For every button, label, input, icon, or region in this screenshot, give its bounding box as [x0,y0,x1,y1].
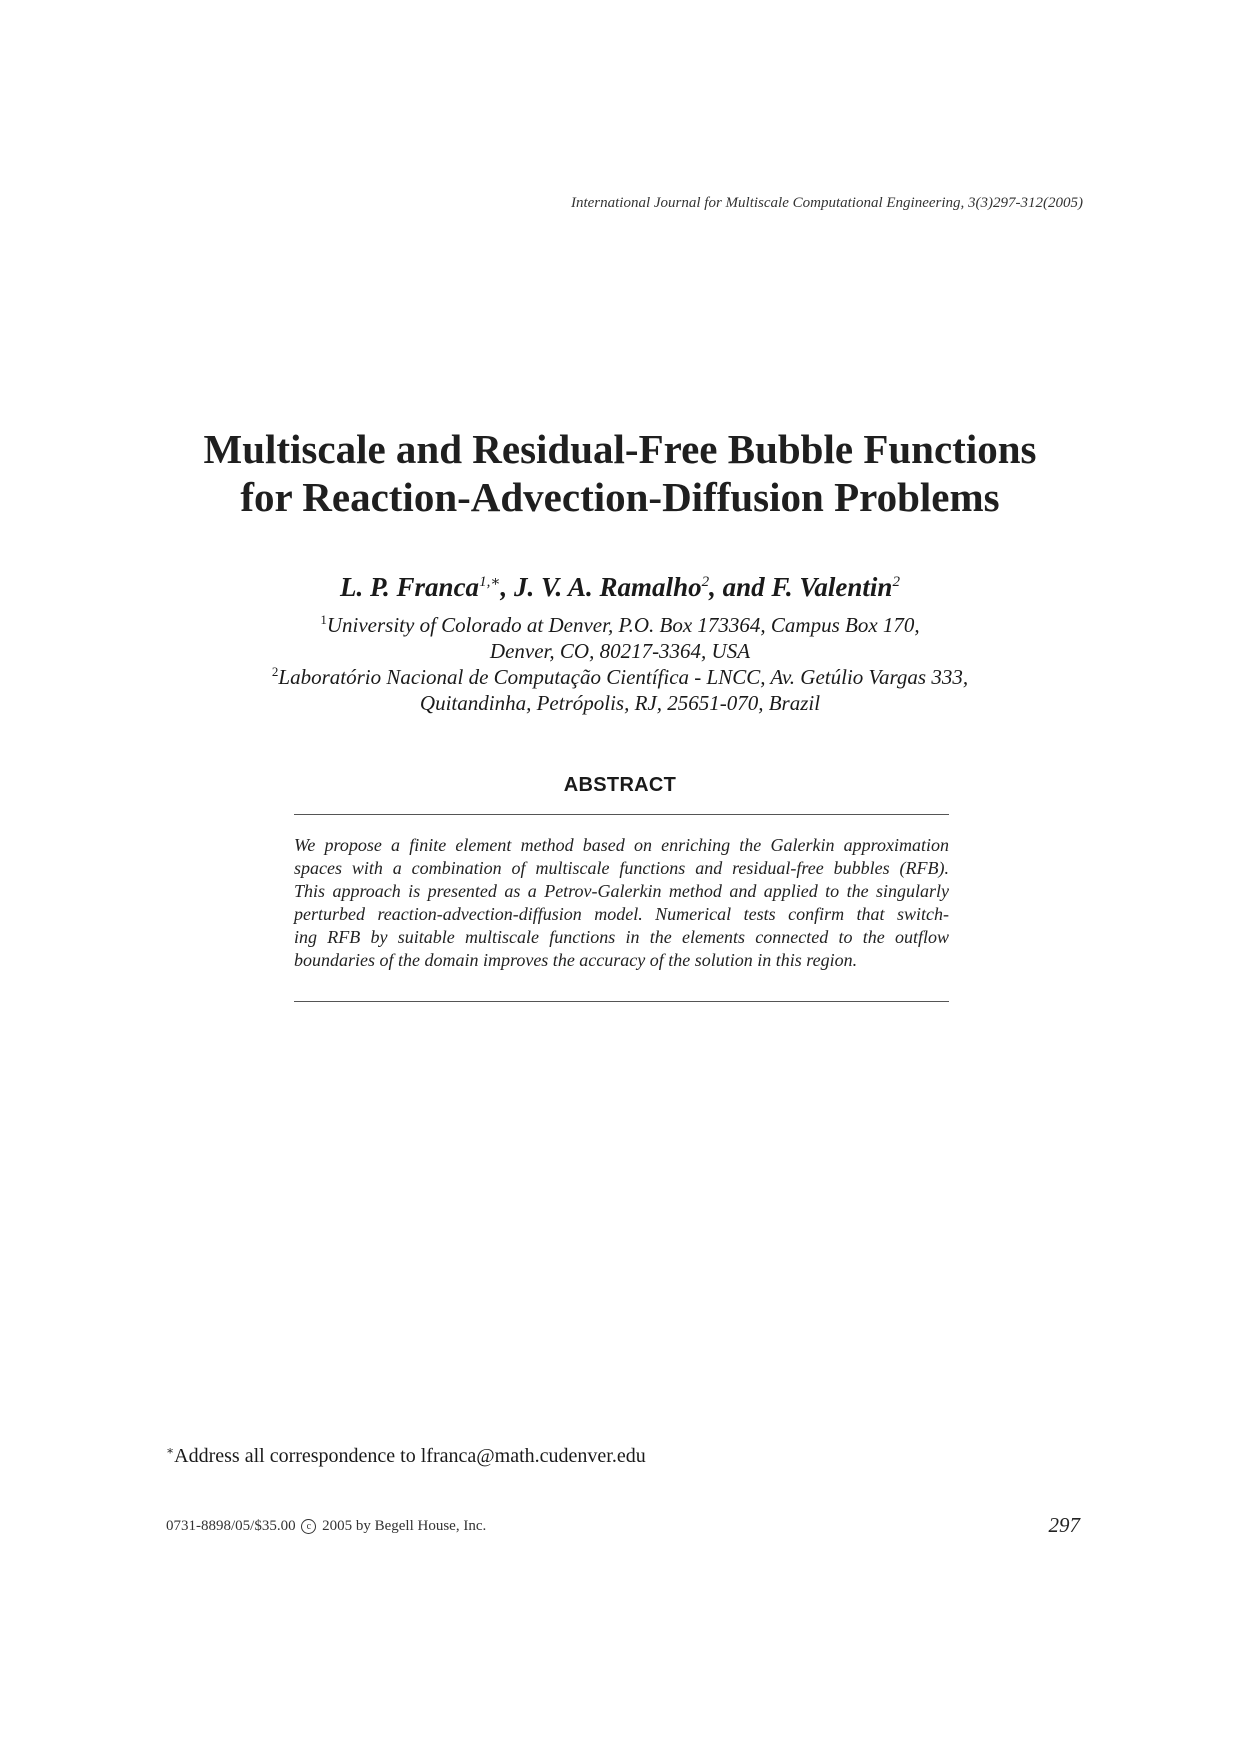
author-franca-affiliation-marker: 1,∗ [479,574,501,590]
affiliation-2-text: Laboratório Nacional de Computação Científica - LNCC, Av. Getúlio Vargas 333, [278,665,969,689]
affiliation-1-line-2: Denver, CO, 80217-3364, USA [489,639,751,663]
author-franca: L. P. Franca [340,572,480,602]
paper-title [0,425,1240,521]
abstract-body [294,834,949,972]
author-ramalho-affiliation-marker: 2 [701,574,710,590]
abstract-line: We propose a finite element method based on enriching the Galerkin approximation [294,835,949,855]
abstract-line: boundaries of the domain improves the accuracy of the solution in this region. [294,950,858,970]
footnote-text: Address all correspondence to lfranca@math.cudenver.edu [174,1445,646,1467]
affiliation-2-line-1 [0,664,1240,690]
author-valentin: F. Valentin [771,572,893,602]
author-separator: , and [709,572,772,602]
abstract-line: ing RFB by suitable multiscale functions in the elements connected to the outflow [294,927,949,947]
running-header-journal: International Journal for Multiscale Computational Engineering, 3(3)297-312(2005) [570,195,1083,211]
correspondence-footnote [166,1445,646,1468]
abstract-heading: ABSTRACT [563,774,677,796]
abstract-bottom-rule [294,1001,949,1002]
abstract-line: spaces with a combination of multiscale functions and residual-free bubbles (RFB). [294,858,949,878]
author-ramalho: J. V. A. Ramalho [514,572,702,602]
affiliation-1-marker: 1 [320,612,327,627]
affiliation-1-text: University of Colorado at Denver, P.O. Box 173364, Campus Box 170, [326,613,920,637]
paper-title-line-2: for Reaction-Advection-Diffusion Problems [240,474,1000,520]
issn-price: 0731-8898/05/$35.00 [166,1518,296,1534]
copyright-text: 2005 by Begell House, Inc. [322,1518,487,1534]
affiliation-2-marker: 2 [271,664,279,679]
affiliation-2-line-2: Quitandinha, Petrópolis, RJ, 25651-070, Brazil [419,691,821,715]
affiliation-1-line-1 [0,612,1240,638]
author-valentin-affiliation-marker: 2 [892,574,900,590]
page-number: 297 [1048,1513,1080,1537]
abstract-line: This approach is presented as a Petrov-Galerkin method and applied to the singularly [294,881,949,901]
author-list [0,572,1240,603]
footnote-marker: ∗ [166,1443,175,1458]
paper-title-line-1: Multiscale and Residual-Free Bubble Functions [203,426,1037,472]
abstract-top-rule [294,814,949,815]
abstract-line: perturbed reaction-advection-diffusion model. Numerical tests confirm that switch- [294,904,949,924]
author-separator: , [500,572,515,602]
copyright-line [166,1518,486,1535]
copyright-icon: c [301,1519,316,1534]
affiliations [0,612,1240,716]
